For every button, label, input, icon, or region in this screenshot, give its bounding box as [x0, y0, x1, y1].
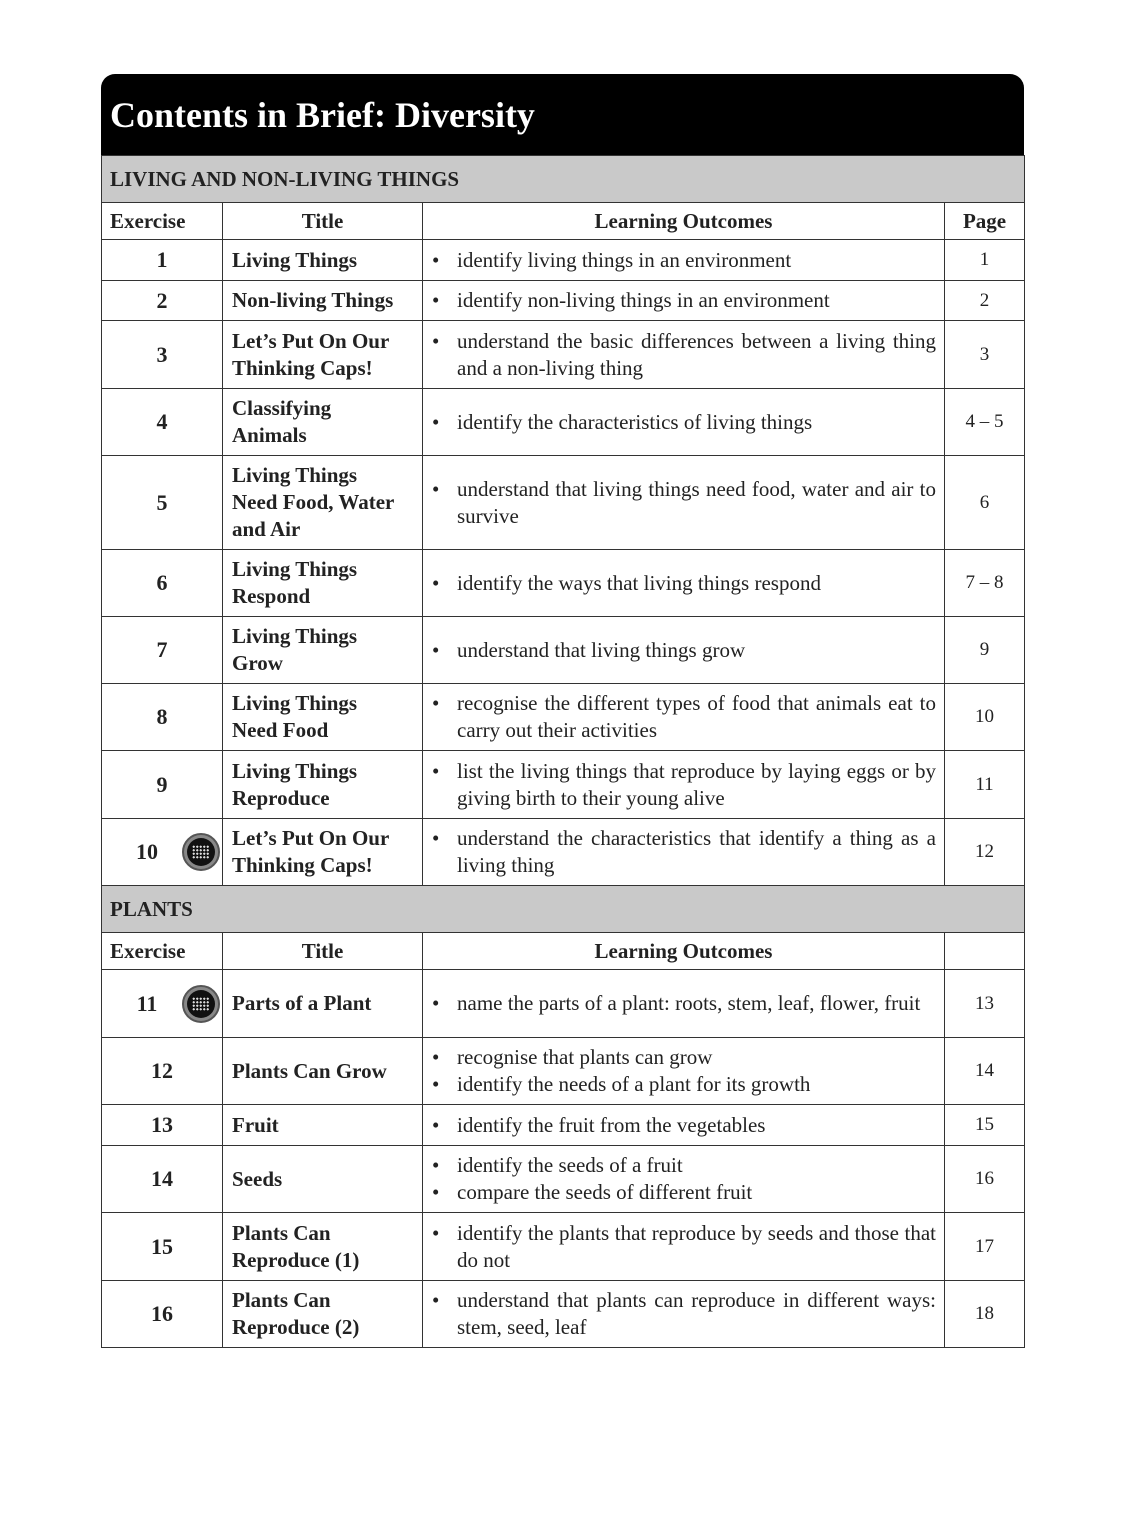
outcomes-list — [430, 570, 936, 597]
learning-outcomes — [423, 819, 945, 886]
exercise-number — [102, 1146, 223, 1213]
section-header — [102, 886, 1025, 933]
exercise-number — [102, 456, 223, 550]
exercise-number-text: 16 — [151, 1301, 173, 1326]
page-number: 15 — [945, 1105, 1025, 1146]
page-number: 18 — [945, 1281, 1025, 1348]
outcome-item: • identify the needs of a plant for its growth — [430, 1071, 936, 1098]
learning-outcomes — [423, 240, 945, 281]
learning-outcomes — [423, 281, 945, 321]
outcome-item: • understand that living things grow — [430, 637, 936, 664]
exercise-title-line: Seeds — [232, 1166, 283, 1191]
learning-outcomes — [423, 751, 945, 819]
table-row — [102, 751, 1025, 819]
learning-outcomes — [423, 970, 945, 1038]
exercise-title-line: Living Things — [232, 463, 358, 487]
digital-resource-icon — [182, 833, 220, 871]
exercise-title-line: Fruit — [232, 1112, 279, 1137]
col-header-outcomes: Learning Outcomes — [423, 933, 945, 970]
col-header-title: Title — [223, 203, 423, 240]
exercise-title-line: Need Food — [232, 718, 329, 742]
exercise-number — [102, 1105, 223, 1146]
outcome-item: • name the parts of a plant: roots, stem, leaf, flower, fruit — [430, 990, 936, 1017]
col-header-exercise: Exercise — [102, 933, 223, 970]
learning-outcomes — [423, 617, 945, 684]
page-number: 9 — [945, 617, 1025, 684]
page-number: 2 — [945, 281, 1025, 321]
outcome-item: • recognise that plants can grow — [430, 1044, 936, 1071]
learning-outcomes — [423, 1146, 945, 1213]
exercise-title-line: Thinking Caps! — [232, 853, 373, 877]
exercise-title-line: Plants Can — [232, 1220, 331, 1245]
page-number: 1 — [945, 240, 1025, 281]
outcome-item: • compare the seeds of different fruit — [430, 1179, 936, 1206]
page-number: 4 – 5 — [945, 389, 1025, 456]
contents-table-body — [102, 156, 1025, 1348]
exercise-number-text: 3 — [156, 341, 168, 367]
table-row — [102, 1038, 1025, 1105]
exercise-title-line: Plants Can Grow — [232, 1058, 387, 1083]
page-number: 11 — [945, 751, 1025, 819]
section-header — [102, 156, 1025, 203]
learning-outcomes — [423, 1213, 945, 1281]
exercise-number — [102, 1038, 223, 1105]
outcome-item: • understand that living things need food, water and air to survive — [430, 476, 936, 530]
col-header-outcomes: Learning Outcomes — [423, 203, 945, 240]
outcomes-list — [430, 690, 936, 744]
exercise-number-text: 4 — [156, 409, 168, 434]
exercise-title-line: Classifying — [232, 396, 332, 420]
table-row — [102, 1105, 1025, 1146]
table-row — [102, 550, 1025, 617]
table-row — [102, 684, 1025, 751]
exercise-number — [102, 751, 223, 819]
outcome-item: • identify living things in an environment — [430, 247, 936, 274]
outcome-item: • identify the characteristics of living things — [430, 409, 936, 436]
page-number: 12 — [945, 819, 1025, 886]
learning-outcomes — [423, 684, 945, 751]
outcome-item: • understand that plants can reproduce in different ways: stem, seed, leaf — [430, 1287, 936, 1341]
page-number: 14 — [945, 1038, 1025, 1105]
outcome-item: • understand the basic differences between a living thing and a non-living thing — [430, 328, 936, 382]
exercise-title-line: Non-living Things — [232, 288, 394, 312]
section-title: LIVING AND NON-LIVING THINGS — [102, 156, 1025, 203]
exercise-title-line: Parts of a Plant — [232, 991, 372, 1015]
outcomes-list — [430, 825, 936, 879]
learning-outcomes — [423, 1038, 945, 1105]
exercise-title — [223, 1105, 423, 1146]
page-number: 13 — [945, 970, 1025, 1038]
page-number: 10 — [945, 684, 1025, 751]
exercise-title — [223, 240, 423, 281]
column-header-row — [102, 203, 1025, 240]
exercise-number-text: 7 — [156, 637, 168, 662]
exercise-title-line: Let’s Put On Our — [232, 826, 390, 850]
learning-outcomes — [423, 1281, 945, 1348]
exercise-title-line: Let’s Put On Our — [232, 328, 390, 353]
exercise-title-line: Reproduce (1) — [232, 1247, 360, 1272]
outcomes-list — [430, 1287, 936, 1341]
exercise-title — [223, 1146, 423, 1213]
outcomes-list — [430, 476, 936, 530]
exercise-title-line: Grow — [232, 651, 283, 675]
exercise-number-text: 1 — [156, 247, 168, 272]
exercise-title-line: Living Things — [232, 758, 358, 783]
exercise-number — [102, 550, 223, 617]
exercise-number — [102, 684, 223, 751]
table-row — [102, 389, 1025, 456]
page-number: 17 — [945, 1213, 1025, 1281]
table-row — [102, 819, 1025, 886]
outcomes-list — [430, 1220, 936, 1274]
table-row — [102, 240, 1025, 281]
exercise-title-line: Living Things — [232, 247, 358, 272]
exercise-title-line: Thinking Caps! — [232, 355, 373, 380]
exercise-title — [223, 1038, 423, 1105]
exercise-number-text: 11 — [136, 990, 158, 1016]
exercise-title-line: Living Things — [232, 624, 358, 648]
outcomes-list — [430, 328, 936, 382]
col-header-title: Title — [223, 933, 423, 970]
outcomes-list — [430, 1044, 936, 1098]
contents-page — [101, 74, 1024, 1348]
exercise-title — [223, 751, 423, 819]
table-row — [102, 1281, 1025, 1348]
page-number: 7 – 8 — [945, 550, 1025, 617]
learning-outcomes — [423, 456, 945, 550]
outcome-item: • understand the characteristics that identify a thing as a living thing — [430, 825, 936, 879]
table-row — [102, 281, 1025, 321]
exercise-title — [223, 456, 423, 550]
exercise-title-line: Living Things — [232, 557, 358, 581]
exercise-number-text: 5 — [156, 489, 168, 515]
outcomes-list — [430, 1152, 936, 1206]
exercise-title — [223, 819, 423, 886]
exercise-title — [223, 684, 423, 751]
learning-outcomes — [423, 321, 945, 389]
exercise-title — [223, 281, 423, 321]
table-row — [102, 1146, 1025, 1213]
exercise-number — [102, 389, 223, 456]
col-header-exercise: Exercise — [102, 203, 223, 240]
exercise-title-line: Need Food, Water — [232, 490, 395, 514]
exercise-number — [102, 617, 223, 684]
column-header-row — [102, 933, 1025, 970]
outcome-item: • list the living things that reproduce by laying eggs or by giving birth to their young alive — [430, 758, 936, 812]
outcomes-list — [430, 247, 936, 274]
exercise-title — [223, 550, 423, 617]
exercise-number-text: 6 — [156, 570, 168, 595]
outcome-item: • identify the fruit from the vegetables — [430, 1112, 936, 1139]
table-row — [102, 456, 1025, 550]
exercise-number — [102, 970, 223, 1038]
exercise-number-text: 10 — [136, 839, 158, 864]
exercise-title — [223, 389, 423, 456]
col-header-page: Page — [945, 203, 1025, 240]
outcomes-list — [430, 287, 936, 314]
exercise-title-line: Respond — [232, 584, 311, 608]
outcome-item: • identify non-living things in an environment — [430, 287, 936, 314]
outcomes-list — [430, 990, 936, 1017]
col-header-page — [945, 933, 1025, 970]
exercise-number — [102, 240, 223, 281]
section-title: PLANTS — [102, 886, 1025, 933]
page-number: 16 — [945, 1146, 1025, 1213]
exercise-number-text: 14 — [151, 1166, 173, 1191]
exercise-title — [223, 970, 423, 1038]
exercise-title — [223, 617, 423, 684]
outcome-item: • identify the seeds of a fruit — [430, 1152, 936, 1179]
page-number: 3 — [945, 321, 1025, 389]
outcomes-list — [430, 637, 936, 664]
exercise-number — [102, 281, 223, 321]
exercise-number-text: 15 — [151, 1233, 173, 1259]
exercise-number-text: 9 — [156, 771, 168, 797]
page-title: Contents in Brief: Diversity — [101, 74, 1024, 155]
page-number: 6 — [945, 456, 1025, 550]
exercise-title-line: and Air — [232, 517, 301, 541]
exercise-number-text: 8 — [156, 704, 168, 729]
exercise-title-line: Living Things — [232, 691, 358, 715]
exercise-number-text: 12 — [151, 1058, 173, 1083]
exercise-title-line: Reproduce — [232, 785, 330, 810]
outcome-item: • recognise the different types of food that animals eat to carry out their activities — [430, 690, 936, 744]
outcomes-list — [430, 758, 936, 812]
table-row — [102, 321, 1025, 389]
table-row — [102, 970, 1025, 1038]
outcome-item: • identify the ways that living things respond — [430, 570, 936, 597]
contents-table — [101, 155, 1025, 1348]
exercise-number — [102, 1281, 223, 1348]
learning-outcomes — [423, 1105, 945, 1146]
learning-outcomes — [423, 550, 945, 617]
learning-outcomes — [423, 389, 945, 456]
exercise-title — [223, 321, 423, 389]
digital-resource-icon — [182, 985, 220, 1023]
exercise-title-line: Reproduce (2) — [232, 1315, 360, 1339]
table-row — [102, 617, 1025, 684]
exercise-title-line: Plants Can — [232, 1288, 331, 1312]
exercise-number — [102, 819, 223, 886]
exercise-title — [223, 1213, 423, 1281]
outcomes-list — [430, 1112, 936, 1139]
outcomes-list — [430, 409, 936, 436]
exercise-title — [223, 1281, 423, 1348]
exercise-number-text: 2 — [156, 287, 168, 313]
exercise-title-line: Animals — [232, 423, 307, 447]
table-row — [102, 1213, 1025, 1281]
outcome-item: • identify the plants that reproduce by seeds and those that do not — [430, 1220, 936, 1274]
exercise-number-text: 13 — [151, 1112, 173, 1137]
exercise-number — [102, 321, 223, 389]
exercise-number — [102, 1213, 223, 1281]
